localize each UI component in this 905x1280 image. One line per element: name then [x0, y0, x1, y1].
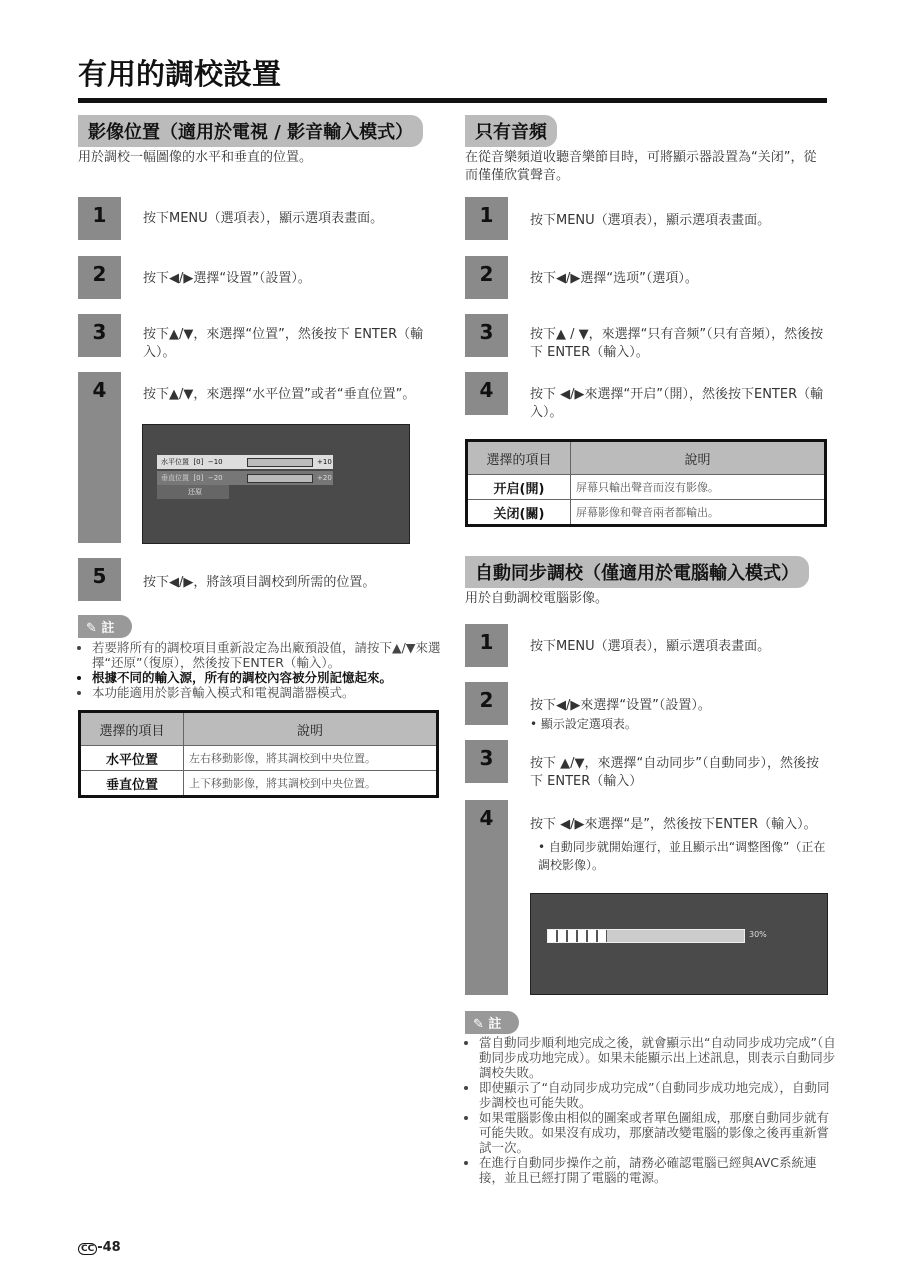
step-number: 3: [465, 740, 508, 783]
intro-text: 在從音樂頻道收聽音樂節目時，可將顯示器設置為“关闭”，從而僅僅欣賞聲音。: [465, 150, 817, 183]
step-text: 按下 ◀/▶來選擇“开启”（開），然後按下ENTER（輸入）。: [530, 387, 824, 420]
step-text: 按下◀/▶，將該項目調校到所需的位置。: [143, 575, 376, 590]
step-text: 按下▲/▼，來選擇“水平位置”或者“垂直位置”。: [143, 387, 416, 402]
options-table: 選擇的項目 說明 水平位置 左右移動影像，將其調校到中央位置。 垂直位置 上下移動影像，將其調校到中央位置。: [78, 710, 439, 798]
step-number: 2: [465, 682, 508, 725]
progress-screen: [530, 893, 828, 995]
step-text: 按下MENU（選項表），顯示選項表畫面。: [530, 639, 771, 654]
progress-bar: [547, 929, 745, 943]
section-audio-only: 只有音頻: [465, 115, 557, 147]
slider[interactable]: [247, 474, 313, 483]
step-number: 3: [465, 314, 508, 357]
step-number: 4: [465, 800, 508, 995]
title-rule: [78, 98, 827, 103]
step-number: 4: [78, 372, 121, 543]
reset-button[interactable]: 还原: [157, 485, 229, 499]
audio-options-table: 選擇的項目 說明 开启(開) 屏幕只輸出聲音而沒有影像。 关闭(關) 屏幕影像和聲音兩者都輸出。: [465, 439, 827, 527]
step-text: 按下▲ / ▼，來選擇“只有音频”（只有音頻），然後按下 ENTER（輸入）。: [530, 327, 824, 360]
page-title: 有用的調校設置: [78, 57, 282, 91]
step-text: 按下◀/▶選擇“设置”（設置）。: [143, 271, 311, 286]
notes-list: • 若要將所有的調校項目重新設定為出廠預設值，請按下▲/▼來選擇“还原”（復原），然後按下ENTER（輸入）。 • 根據不同的輸入源，所有的調校內容被分別記憶起來。 • 本功能適用於影音輸入模式和電視調諧器模式。: [78, 640, 452, 700]
step-text: 按下◀/▶來選擇“设置”（設置）。 • 顯示設定選項表。: [530, 698, 711, 731]
intro-text: 用於調校一幅圖像的水平和垂直的位置。: [78, 150, 313, 165]
step-number: 1: [78, 197, 121, 240]
cc-badge: CC: [78, 1243, 97, 1255]
step-text: 按下◀/▶選擇“选项”（選項）。: [530, 271, 698, 286]
menu-row-horizontal[interactable]: 水平位置 [0] −10 +10: [157, 455, 333, 469]
step-number: 1: [465, 624, 508, 667]
progress-label: 30%: [749, 930, 767, 939]
step-text: 按下 ◀/▶來選擇“是”，然後按下ENTER（輸入）。 • 自動同步就開始運行，並且顯示出“调整图像”（正在調校影像）。: [530, 817, 826, 872]
step-text: 按下▲/▼，來選擇“位置”，然後按下 ENTER（輸入）。: [143, 327, 424, 360]
step-number: 2: [465, 256, 508, 299]
note-label: ✎ 註: [78, 615, 132, 638]
menu-row-vertical[interactable]: 垂直位置 [0] −20 +20: [157, 471, 333, 485]
step-number: 4: [465, 372, 508, 415]
step-number: 3: [78, 314, 121, 357]
step-text: 按下MENU（選項表），顯示選項表畫面。: [143, 211, 384, 226]
step-number: 5: [78, 558, 121, 601]
progress-fill: [548, 930, 607, 942]
slider[interactable]: [247, 458, 313, 467]
step-text: 按下MENU（選項表），顯示選項表畫面。: [530, 213, 771, 228]
menu-screen: [142, 424, 410, 544]
section-auto-sync: 自動同步調校（僅適用於電腦輸入模式）: [465, 556, 809, 588]
note-label: ✎ 註: [465, 1011, 519, 1034]
step-number: 1: [465, 197, 508, 240]
intro-text: 用於自動調校電腦影像。: [465, 591, 609, 606]
page-number: CC -48: [78, 1240, 121, 1255]
step-number: 2: [78, 256, 121, 299]
section-picture-position: 影像位置（適用於電視 / 影音輸入模式）: [78, 115, 423, 147]
step-text: 按下 ▲/▼，來選擇“自动同步”（自動同步），然後按下 ENTER（輸入）: [530, 756, 819, 789]
notes-list: • 當自動同步順利地完成之後，就會顯示出“自动同步成功完成”（自動同步成功地完成）。如果未能顯示出上述訊息，則表示自動同步調校失敗。 • 即使顯示了“自动同步成功完成”（自動同步成功地完成），自動同步調校也可能失敗。 • 如果電腦影像由相似的圖案或者單色圖組成，那麼自動同步就有可能失敗。如果沒有成功，那麼請改變電腦的影像之後再重新嘗試一次。 • 在進行自動同步操作之前，請務必確認電腦已經與AVC系統連接，並且已經打開了電腦的電源。: [465, 1035, 841, 1185]
